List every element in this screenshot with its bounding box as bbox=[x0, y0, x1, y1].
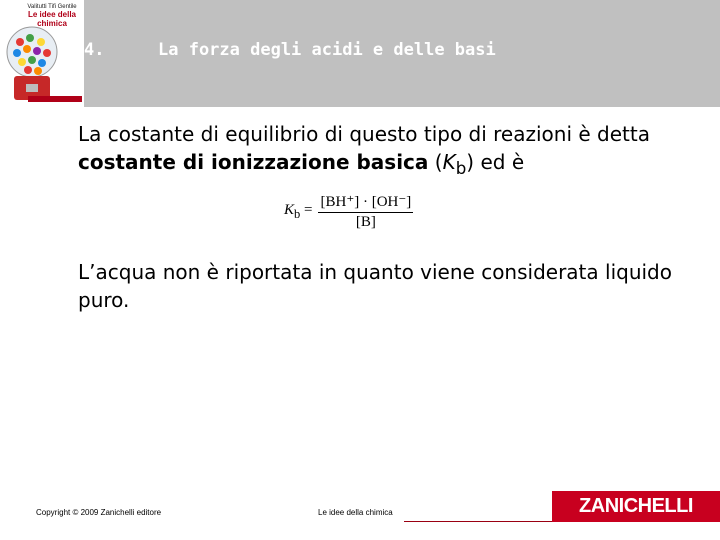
formula-k-symbol: K bbox=[284, 201, 295, 218]
chapter-title: La forza degli acidi e delle basi bbox=[158, 40, 496, 60]
footer-copyright: Copyright © 2009 Zanichelli editore bbox=[36, 508, 162, 517]
kb-symbol: K bbox=[442, 150, 456, 174]
paragraph-text: La costante di equilibrio di questo tipo di reazioni è detta bbox=[78, 122, 650, 146]
book-cover-image bbox=[0, 0, 84, 107]
formula-k-subscript: b bbox=[294, 206, 301, 221]
highlighted-term: costante di ionizzazione basica bbox=[78, 150, 429, 174]
cover-authors: Valitutti Tifi Gentile bbox=[27, 4, 77, 10]
paragraph-definition bbox=[78, 120, 708, 183]
cover-book-title: Le idee della chimica bbox=[27, 10, 77, 28]
publisher-logo: ZANICHELLI bbox=[552, 491, 720, 522]
paragraph-water-note: L’acqua non è riportata in quanto viene considerata liquido puro. bbox=[78, 260, 672, 312]
chapter-number: 4. bbox=[84, 40, 105, 60]
gumball-machine-icon bbox=[6, 24, 58, 102]
kb-subscript: b bbox=[455, 159, 467, 178]
paragraph-text: ) ed è bbox=[466, 150, 525, 174]
kb-formula bbox=[284, 192, 413, 231]
formula-denominator: [B] bbox=[355, 214, 376, 230]
formula-equals: = bbox=[304, 201, 313, 218]
formula-fraction bbox=[318, 192, 413, 231]
footer-book-title: Le idee della chimica bbox=[318, 508, 393, 517]
cover-band bbox=[28, 96, 82, 102]
formula-numerator: [BH⁺] · [OH⁻] bbox=[318, 192, 413, 213]
formula-lhs bbox=[284, 202, 312, 222]
paragraph-text: ( bbox=[428, 150, 443, 174]
